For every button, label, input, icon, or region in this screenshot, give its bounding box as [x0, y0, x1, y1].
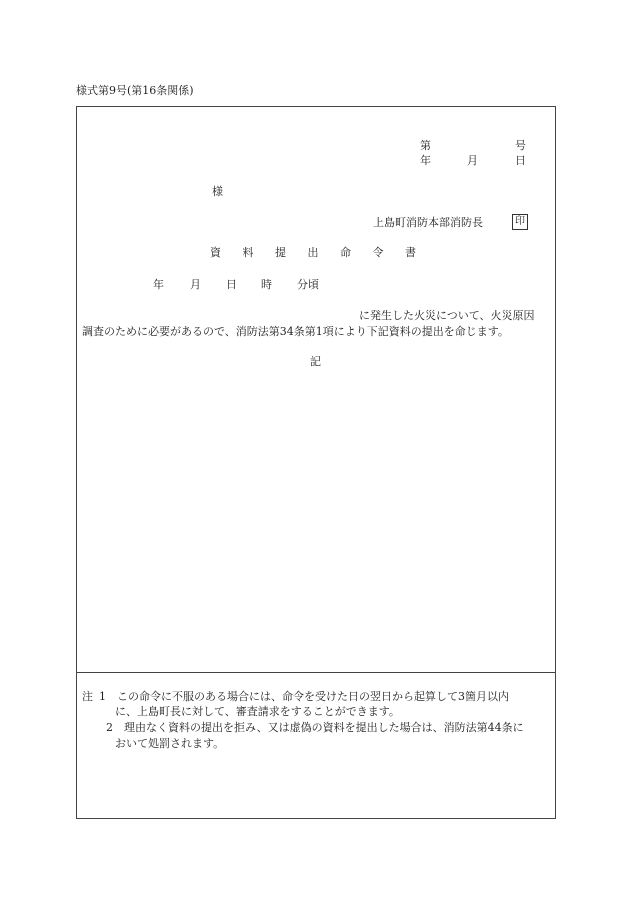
- incident-day: 日: [226, 278, 237, 291]
- seal-stamp: 印: [512, 214, 528, 230]
- issuer-name: 上島町消防本部消防長: [373, 216, 483, 229]
- ki-heading: 記: [310, 355, 321, 368]
- incident-month: 月: [190, 278, 201, 291]
- document-title: 資料提出命令書: [210, 246, 438, 259]
- body-line-1: に発生した火災について、火災原因: [359, 309, 535, 322]
- issue-date-year: 年: [420, 154, 431, 167]
- note-1-line-1: 1 この命令に不服のある場合には、命令を受けた日の翌日から起算して3箇月以内: [99, 690, 509, 703]
- issue-date-day: 日: [515, 154, 526, 167]
- incident-hour: 時: [261, 278, 272, 291]
- addressee-honorific: 様: [212, 185, 223, 198]
- body-line-2: 調査のために必要があるので、消防法第34条第1項により下記資料の提出を命じます。: [82, 325, 509, 338]
- note-2-line-1: 2 理由なく資料の提出を拒み、又は虚偽の資料を提出した場合は、消防法第44条に: [106, 721, 524, 734]
- notes-heading: 注: [82, 690, 93, 703]
- incident-minute: 分頃: [297, 278, 319, 291]
- note-1-line-2: に、上島町長に対して、審査請求をすることができます。: [115, 705, 400, 718]
- number-prefix: 第: [420, 139, 431, 152]
- number-suffix: 号: [515, 139, 526, 152]
- notes-divider: [77, 672, 555, 673]
- document-frame: 第 号 年 月 日 様 上島町消防本部消防長 印 資料提出命令書 年 月 日 時 分頃 に発生した火災について、火災原因 調査のために必要があるので、消防法第34条第1項により下記資料の提出を命じます。 記 注 1 この命令に不服のある場合には、命令を受けた日の翌日から起算して3箇月以内 に、上島町長に対して、審査請求をすることができます。 2 理由なく資料の提出を拒み、又は虚偽の資料を提出した場合は、消防法第44条に おいて処罰されます。: [76, 106, 556, 819]
- form-label: 様式第9号(第16条関係): [76, 84, 194, 97]
- note-2-line-2: おいて処罰されます。: [115, 737, 225, 750]
- issue-date-month: 月: [467, 154, 478, 167]
